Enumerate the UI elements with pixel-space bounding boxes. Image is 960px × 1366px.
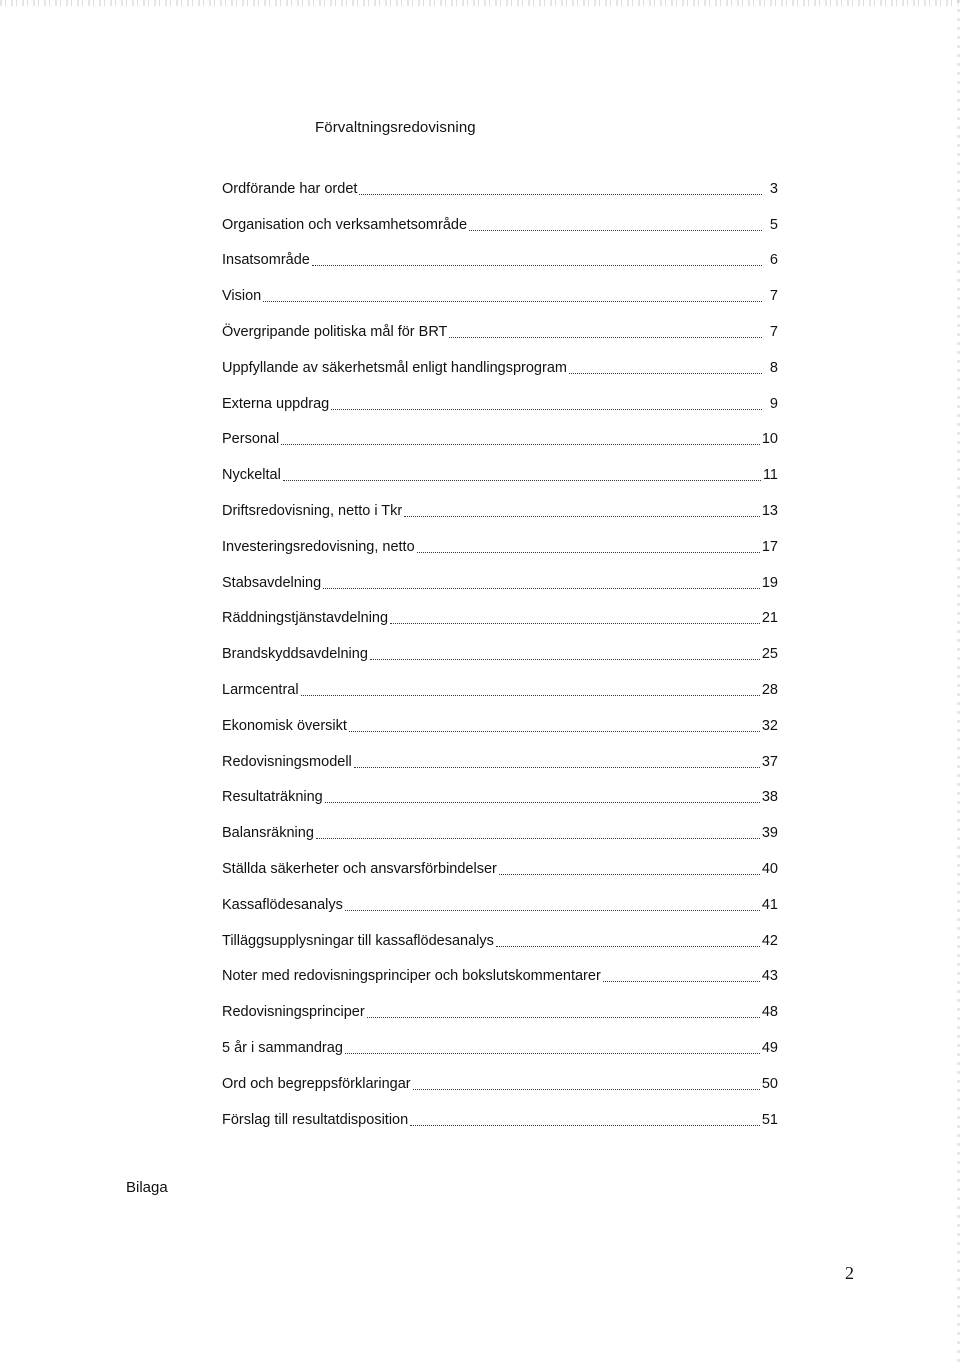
- toc-entry-label: Redovisningsprinciper: [222, 1004, 365, 1021]
- toc-entry-label: Ställda säkerheter och ansvarsförbindelser: [222, 861, 497, 878]
- toc-entry-page: 8: [769, 359, 778, 376]
- toc-entry: [222, 959, 778, 995]
- toc-entry-page: 51: [761, 1111, 778, 1128]
- toc-dot-leader: [404, 515, 760, 517]
- toc-dot-leader: [569, 372, 762, 374]
- toc-entry: [222, 314, 778, 350]
- toc-dot-leader: [301, 694, 760, 696]
- toc-dot-leader: [390, 622, 760, 624]
- toc-dot-leader: [499, 873, 760, 875]
- toc-dot-leader: [410, 1124, 760, 1126]
- toc-dot-leader: [323, 587, 760, 589]
- toc-entry-page: 37: [761, 753, 778, 770]
- toc-entry: [222, 636, 778, 672]
- toc-dot-leader: [417, 551, 760, 553]
- toc-dot-leader: [325, 801, 760, 803]
- toc-entry: [222, 923, 778, 959]
- toc-entry-page: 19: [761, 574, 778, 591]
- toc-entry-page: 5: [769, 216, 778, 233]
- toc-entry-label: Insatsområde: [222, 252, 310, 269]
- toc-dot-leader: [331, 408, 762, 410]
- toc-dot-leader: [312, 264, 762, 266]
- toc-entry-label: Externa uppdrag: [222, 395, 330, 412]
- toc-entry: [222, 386, 778, 422]
- toc-entry-label: Övergripande politiska mål för BRT: [222, 324, 448, 341]
- section-title: Förvaltningsredovisning: [315, 119, 476, 136]
- toc-entry: [222, 780, 778, 816]
- toc-entry-label: Driftsredovisning, netto i Tkr: [222, 503, 403, 520]
- toc-entry: [222, 994, 778, 1030]
- toc-entry: [222, 1066, 778, 1102]
- toc-dot-leader: [603, 980, 760, 982]
- toc-entry: [222, 207, 778, 243]
- toc-entry-label: Redovisningsmodell: [222, 753, 352, 770]
- toc-dot-leader: [263, 300, 762, 302]
- toc-entry-label: Balansräkning: [222, 825, 314, 842]
- toc-entry-page: 32: [761, 717, 778, 734]
- toc-entry-page: 38: [761, 789, 778, 806]
- toc-entry: [222, 171, 778, 207]
- appendix-label: Bilaga: [126, 1179, 168, 1196]
- toc-dot-leader: [496, 945, 760, 947]
- toc-entry: [222, 1102, 778, 1138]
- toc-entry-page: 48: [761, 1004, 778, 1021]
- toc-entry: [222, 457, 778, 493]
- toc-entry-page: 11: [762, 467, 778, 484]
- toc-entry: [222, 851, 778, 887]
- toc-entry: [222, 815, 778, 851]
- toc-entry-label: Ord och begreppsförklaringar: [222, 1075, 411, 1092]
- toc-entry-label: Investeringsredovisning, netto: [222, 538, 415, 555]
- toc-entry: [222, 243, 778, 279]
- toc-entry-label: Ekonomisk översikt: [222, 717, 347, 734]
- toc-dot-leader: [345, 909, 760, 911]
- toc-entry: [222, 672, 778, 708]
- toc-entry: [222, 422, 778, 458]
- toc-entry-page: 9: [769, 395, 778, 412]
- toc-entry: [222, 601, 778, 637]
- page-number: 2: [845, 1263, 854, 1283]
- toc-entry: [222, 529, 778, 565]
- toc-entry-label: Personal: [222, 431, 280, 448]
- toc-entry-label: Vision: [222, 288, 262, 305]
- toc-dot-leader: [370, 658, 760, 660]
- toc-entry-label: Förslag till resultatdisposition: [222, 1111, 409, 1128]
- toc-entry-page: 41: [761, 896, 778, 913]
- toc-entry-page: 7: [769, 324, 778, 341]
- toc-entry-page: 6: [769, 252, 778, 269]
- toc-dot-leader: [283, 479, 761, 481]
- toc-entry-label: Larmcentral: [222, 682, 299, 699]
- toc-entry-page: 43: [761, 968, 778, 985]
- scan-edge-top: [0, 0, 960, 6]
- toc-entry-page: 13: [761, 503, 778, 520]
- toc-entry-page: 25: [761, 646, 778, 663]
- toc-entry-page: 49: [761, 1040, 778, 1057]
- toc-entry-label: Nyckeltal: [222, 467, 281, 484]
- toc-dot-leader: [354, 766, 760, 768]
- toc-entry-page: 42: [761, 932, 778, 949]
- toc-entry-label: Uppfyllande av säkerhetsmål enligt handlingsprogram: [222, 359, 567, 376]
- toc-entry-label: Resultaträkning: [222, 789, 323, 806]
- toc-entry: [222, 493, 778, 529]
- toc-entry-label: Stabsavdelning: [222, 574, 322, 591]
- toc-dot-leader: [413, 1088, 760, 1090]
- toc-entry-page: 7: [769, 288, 778, 305]
- toc-entry: [222, 744, 778, 780]
- toc-entry-label: Noter med redovisningsprinciper och bokslutskommentarer: [222, 968, 601, 985]
- toc-entry-page: 21: [761, 610, 778, 627]
- toc-entry-label: Brandskyddsavdelning: [222, 646, 368, 663]
- toc-dot-leader: [359, 193, 762, 195]
- toc-entry-label: Tilläggsupplysningar till kassaflödesanalys: [222, 932, 494, 949]
- toc-entry: [222, 278, 778, 314]
- toc-entry-page: 50: [761, 1075, 778, 1092]
- toc-entry-label: 5 år i sammandrag: [222, 1040, 343, 1057]
- toc-entry-label: Räddningstjänstavdelning: [222, 610, 389, 627]
- toc-entry: [222, 1030, 778, 1066]
- toc-entry: [222, 350, 778, 386]
- toc-entry-page: 17: [761, 538, 778, 555]
- toc-entry-page: 3: [769, 180, 778, 197]
- toc-dot-leader: [316, 837, 760, 839]
- table-of-contents: [222, 171, 778, 1138]
- toc-entry-page: 28: [761, 682, 778, 699]
- toc-entry-page: 10: [761, 431, 778, 448]
- toc-entry-label: Kassaflödesanalys: [222, 896, 343, 913]
- toc-entry-label: Ordförande har ordet: [222, 180, 358, 197]
- toc-entry-page: 40: [761, 861, 778, 878]
- toc-dot-leader: [449, 336, 762, 338]
- toc-dot-leader: [469, 229, 762, 231]
- toc-entry-page: 39: [761, 825, 778, 842]
- toc-entry: [222, 565, 778, 601]
- toc-dot-leader: [349, 730, 760, 732]
- toc-dot-leader: [367, 1016, 760, 1018]
- toc-dot-leader: [281, 443, 760, 445]
- toc-entry: [222, 887, 778, 923]
- toc-entry: [222, 708, 778, 744]
- toc-entry-label: Organisation och verksamhetsområde: [222, 216, 468, 233]
- toc-dot-leader: [345, 1052, 760, 1054]
